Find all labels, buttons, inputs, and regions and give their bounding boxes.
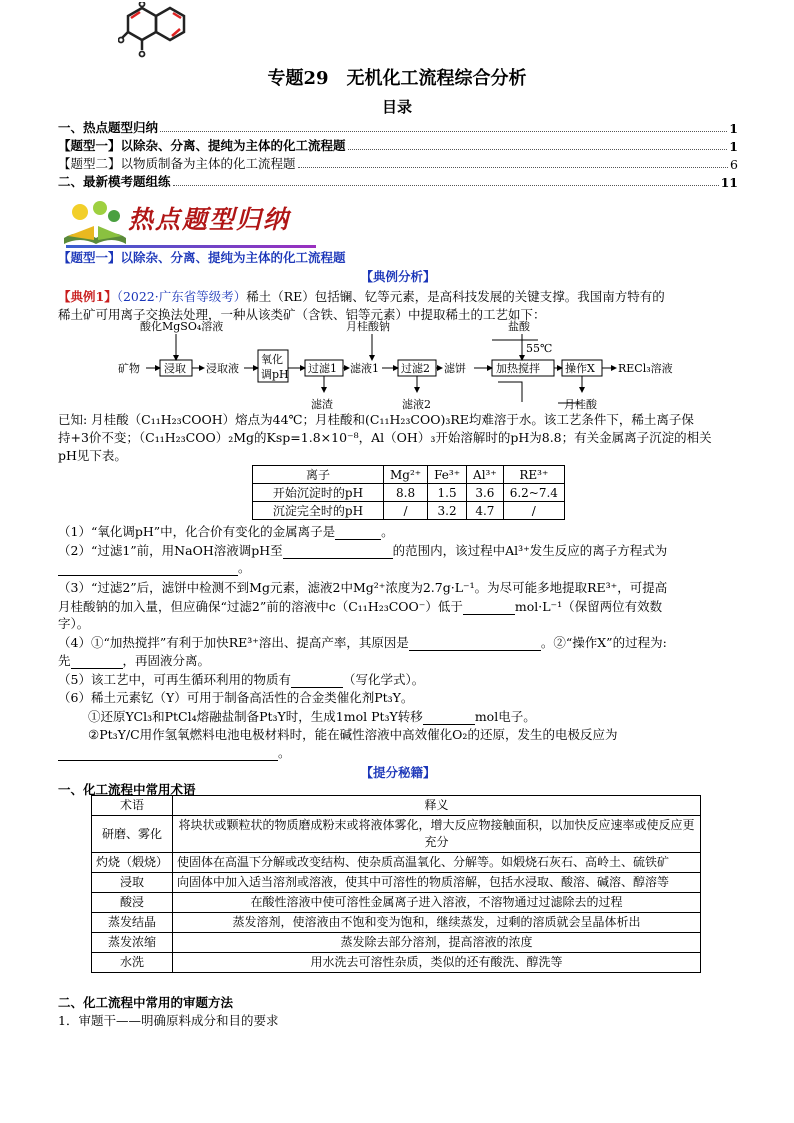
table-row [92,816,701,853]
question-3-line1: （3）“过滤2”后，滤饼中检测不到Mg元素，滤液2中Mg²⁺浓度为2.7g·L⁻¹。为尽可能多地提取RE³⁺，可提高 [58,580,668,595]
page-title: 专题29 无机化工流程综合分析 [267,68,527,89]
table-cell: 3.6 [467,484,504,502]
flow-hcl: 盐酸 [508,320,530,333]
flow-filter2: 过滤2 [401,362,430,375]
table-cell: 8.8 [384,484,428,502]
section-methods-heading: 二、化工流程中常用的审题方法 [58,995,234,1010]
process-flow-diagram [118,320,728,410]
question-6-sub1: ①还原YCl₃和PtCl₄熔融盐制备Pt₃Y时，生成1mol Pt₃Y转移 mol电子。 [88,709,536,724]
flow-cake: 滤饼 [444,362,466,375]
section-banner-title: 热点题型归纳 [128,205,291,234]
question-6: （6）稀土元素钇（Y）可用于制备高活性的合金类催化剂Pt₃Y。 [58,690,414,705]
example-label: 【典例1】 [58,289,117,304]
toc-heading: 目录 [381,98,412,116]
toc-item[interactable]: 一、热点题型归纳 1 [58,120,738,136]
table-row [92,893,701,913]
toc-item[interactable]: 【题型二】以物质制备为主体的化工流程题 6 [58,156,738,172]
section-terms-heading: 一、化工流程中常用术语 [58,782,196,797]
table-cell: / [384,502,428,520]
question-4-line2: 先 ，再固液分离。 [58,653,211,668]
flow-leach: 浸取 [164,362,186,375]
flow-lauric: 月桂酸 [564,398,597,410]
table-cell: 在酸性溶液中使可溶性金属离子进入溶液，不溶物通过过滤除去的过程 [173,893,701,913]
table-row [92,853,701,873]
flow-filtrate2: 滤液2 [402,398,431,410]
table-cell: 4.7 [467,502,504,520]
table-cell: 灼烧（煅烧） [92,853,173,873]
table-cell: Fe³⁺ [428,466,467,484]
molecule-logo-icon [118,2,196,60]
answer-blank[interactable] [71,668,123,669]
flow-leach-liquid: 浸取液 [206,362,239,375]
table-header-row [92,796,701,816]
table-cell: 6.2~7.4 [503,484,564,502]
method-1: 1．审题干——明确原料成分和目的要求 [58,1013,279,1028]
table-row [92,873,701,893]
table-cell: 水洗 [92,953,173,973]
toc-item[interactable]: 二、最新模考题组练 11 [58,174,738,190]
table-cell: Mg²⁺ [384,466,428,484]
table-cell: 蒸发除去部分溶剂，提高溶液的浓度 [173,933,701,953]
example-text: 稀土（RE）包括镧、钇等元素，是高科技发展的关键支撑。我国南方特有的 [246,289,665,304]
table-cell: 释义 [173,796,701,816]
flow-heat: 加热搅拌 [496,362,540,375]
table-row [92,933,701,953]
flow-leach-reagent: 酸化MgSO₄溶液 [140,320,224,333]
table-cell: 用水洗去可溶性杂质，类似的还有酸洗、醇洗等 [173,953,701,973]
question-3-line3: 字）。 [58,616,90,631]
table-cell: 将块状或颗粒状的物质磨成粉末或将液体雾化，增大反应物接触面积，以加快反应速率或使反应更充分 [173,816,701,853]
table-cell: / [503,502,564,520]
table-cell: 研磨、雾化 [92,816,173,853]
table-cell: 1.5 [428,484,467,502]
known-line1: 已知: 月桂酸（C₁₁H₂₃COOH）熔点为44℃；月桂酸和(C₁₁H₂₃COO)₃RE均难溶于水。该工艺条件下，稀土离子保 [58,412,694,427]
example-text-line2: 稀土矿可用离子交换法处理，一种从该类矿（含铁、铝等元素）中提取稀土的工艺如下： [58,307,546,322]
flow-temp: 55℃ [526,342,553,355]
flow-ore: 矿物 [118,362,140,375]
table-row [92,913,701,933]
toc-item[interactable]: 【题型一】以除杂、分离、提纯为主体的化工流程题 1 [58,138,738,154]
table-cell: Al³⁺ [467,466,504,484]
answer-blank[interactable] [335,539,381,540]
flow-opx: 操作X [565,362,595,375]
table-cell: 术语 [92,796,173,816]
flow-oxidize-2: 调pH [261,368,289,381]
flow-filtrate1: 滤液1 [350,362,379,375]
flow-filter1: 过滤1 [308,362,337,375]
question-3-line2: 月桂酸钠的加入量，但应确保“过滤2”前的溶液中c（C₁₁H₂₃COO⁻）低于 mol·L⁻¹（保留两位有效数 [58,599,663,614]
table-header-row [253,466,565,484]
table-cell: 蒸发结晶 [92,913,173,933]
ion-ph-table [252,465,565,520]
table-cell: 3.2 [428,502,467,520]
flow-oxidize-1: 氧化 [261,353,283,366]
table-cell: RE³⁺ [503,466,564,484]
example-source: （2022·广东省等级考） [116,289,247,304]
known-line3: pH见下表。 [58,448,127,463]
table-cell: 向固体中加入适当溶剂或溶液，使其中可溶性的物质溶解，包括水浸取、酸溶、碱溶、醇溶等 [173,873,701,893]
tips-label: 【提分秘籍】 [360,765,436,780]
answer-blank[interactable] [58,575,238,576]
question-5: （5）该工艺中，可再生循环利用的物质有 （写化学式）。 [58,672,425,687]
known-line2: 持+3价不变；（C₁₁H₂₃COO）₂Mg的Ksp=1.8×10⁻⁸，Al（OH）₃开始溶解时的pH为8.8；有关金属离子沉淀的相关 [58,430,712,445]
table-cell: 开始沉淀时的pH [253,484,384,502]
table-cell: 沉淀完全时的pH [253,502,384,520]
question-6-sub2: ②Pt₃Y/C用作氢氧燃料电池电极材料时，能在碱性溶液中高效催化O₂的还原，发生的电极反应为 [88,727,618,742]
type1-heading: 【题型一】以除杂、分离、提纯为主体的化工流程题 [58,250,346,265]
question-6-blank: 。 [58,743,738,761]
example-intro [58,287,738,305]
table-of-contents [58,118,738,190]
table-cell: 使固体在高温下分解或改变结构、使杂质高温氧化、分解等。如煅烧石灰石、高岭土、硫铁矿 [173,853,701,873]
table-row [92,953,701,973]
analysis-label: 【典例分析】 [360,269,436,284]
flow-product: RECl₃溶液 [618,362,673,375]
table-cell: 蒸发溶剂，使溶液由不饱和变为饱和，继续蒸发，过剩的溶质就会呈晶体析出 [173,913,701,933]
answer-blank[interactable] [58,760,278,761]
table-row [253,502,565,520]
table-cell: 浸取 [92,873,173,893]
question-1: （1）“氧化调pH”中，化合价有变化的金属离子是 。 [58,524,394,539]
table-cell: 蒸发浓缩 [92,933,173,953]
table-row [253,484,565,502]
table-cell: 酸浸 [92,893,173,913]
flow-reagent2: 月桂酸钠 [346,320,390,333]
terms-table [91,795,701,973]
flow-residue1: 滤渣 [311,398,333,410]
question-4-line1: （4）①“加热搅拌”有利于加快RE³⁺溶出、提高产率，其原因是 。②“操作X”的过程为: [58,635,667,650]
question-2: （2）“过滤1”前，用NaOH溶液调pH至 的范围内，该过程中Al³⁺发生反应的离子方程式为 [58,543,668,558]
question-2-blank: 。 [58,558,738,576]
table-cell: 离子 [253,466,384,484]
